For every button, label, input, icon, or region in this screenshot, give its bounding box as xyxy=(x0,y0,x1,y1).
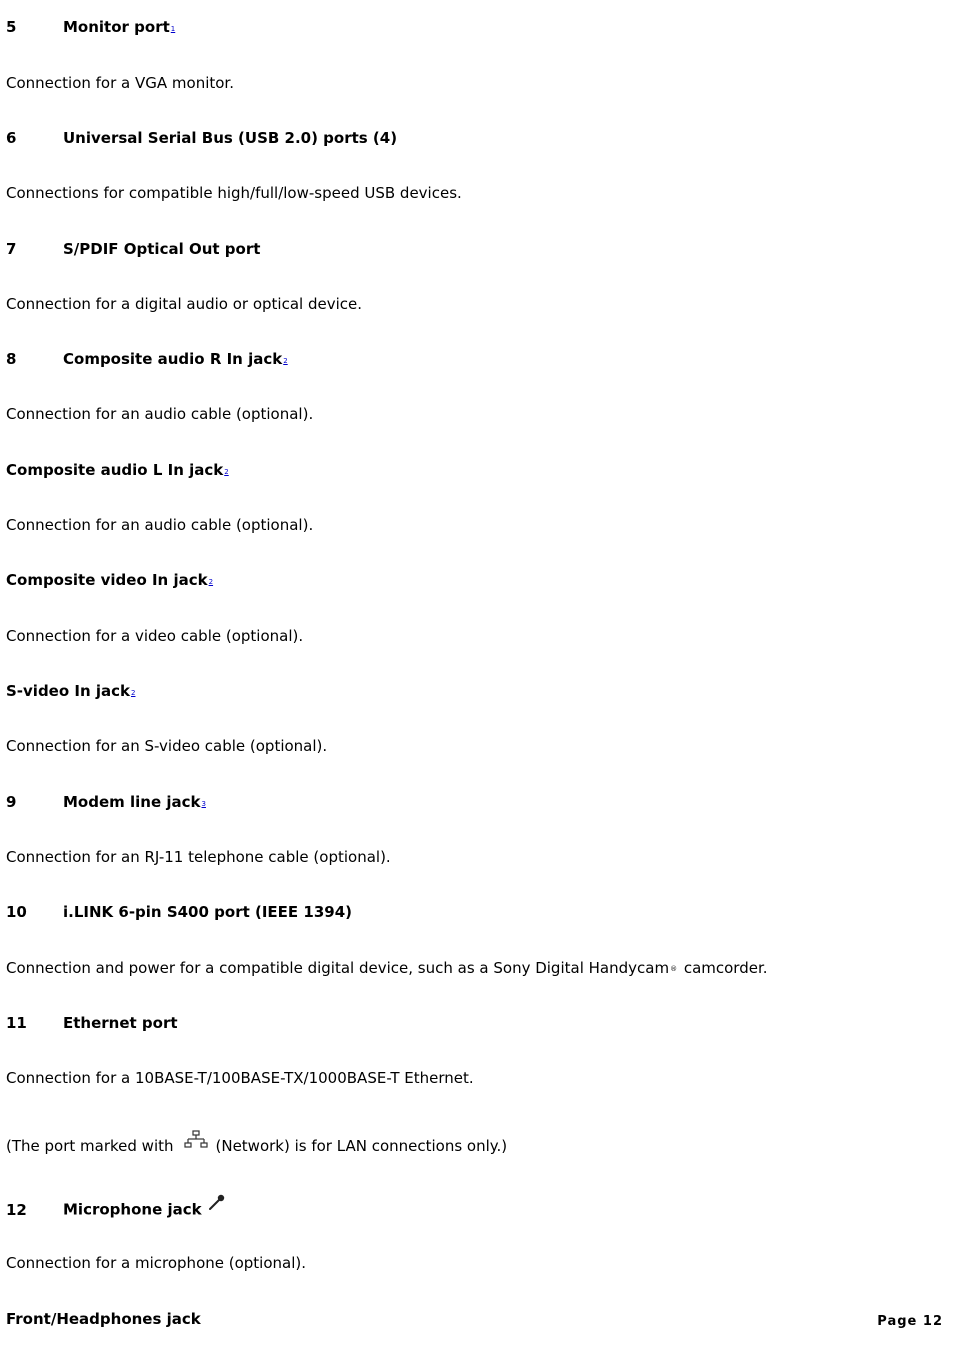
note-text: (Network) is for LAN connections only.) xyxy=(215,1137,508,1155)
footnote-link[interactable]: 2 xyxy=(224,468,229,476)
footnote-link[interactable]: 1 xyxy=(170,25,176,33)
section-svideo-description: Connection for an S-video cable (optional). xyxy=(6,737,328,755)
section-audio-l-heading xyxy=(6,461,229,482)
description-text: camcorder. xyxy=(679,959,768,977)
section-spdif-heading xyxy=(6,240,260,258)
section-number: 12 xyxy=(6,1200,27,1219)
section-usb-ports-heading xyxy=(6,129,397,147)
section-modem-heading xyxy=(6,793,206,814)
section-audio-l-description: Connection for an audio cable (optional). xyxy=(6,516,314,534)
section-headphones-heading xyxy=(6,1310,201,1328)
section-title: Composite video In jack xyxy=(6,571,208,589)
section-ethernet-description: Connection for a 10BASE-T/100BASE-TX/1000BASE-T Ethernet. xyxy=(6,1069,474,1087)
section-number: 11 xyxy=(6,1014,27,1032)
section-title: Microphone jack xyxy=(63,1200,202,1219)
footnote-link[interactable]: 2 xyxy=(283,357,288,365)
section-audio-r-description: Connection for an audio cable (optional). xyxy=(6,405,314,423)
section-composite-video-description: Connection for a video cable (optional). xyxy=(6,627,304,645)
section-ethernet-note xyxy=(6,1135,507,1158)
network-icon xyxy=(184,1130,208,1153)
section-composite-video-heading xyxy=(6,571,213,592)
section-number: 8 xyxy=(6,350,17,368)
section-title: Universal Serial Bus (USB 2.0) ports (4) xyxy=(63,129,398,147)
section-number: 6 xyxy=(6,129,17,147)
section-spdif-description: Connection for a digital audio or optical device. xyxy=(6,295,362,313)
description-text: Connection and power for a compatible digital device, such as a Sony Digital Handycam xyxy=(6,959,670,977)
section-microphone-heading xyxy=(6,1199,226,1221)
section-title: Front/Headphones jack xyxy=(6,1310,201,1328)
section-number: 7 xyxy=(6,240,17,258)
section-title: Monitor port xyxy=(63,18,170,36)
page-number: Page 12 xyxy=(877,1314,943,1329)
section-svideo-heading xyxy=(6,682,135,703)
section-title: Ethernet port xyxy=(63,1014,178,1032)
section-ethernet-heading xyxy=(6,1014,178,1032)
section-microphone-description: Connection for a microphone (optional). xyxy=(6,1254,307,1272)
footnote-link[interactable]: 2 xyxy=(131,689,136,697)
section-modem-description: Connection for an RJ-11 telephone cable (optional). xyxy=(6,848,391,866)
section-audio-r-heading xyxy=(6,350,288,371)
section-ilink-description xyxy=(6,959,768,980)
section-title: Composite audio L In jack xyxy=(6,461,224,479)
section-ilink-heading xyxy=(6,903,352,921)
footnote-link[interactable]: 3 xyxy=(201,800,206,808)
section-usb-ports-description: Connections for compatible high/full/low-speed USB devices. xyxy=(6,184,462,202)
microphone-icon xyxy=(208,1193,226,1215)
section-monitor-port-heading xyxy=(6,18,175,39)
section-title: i.LINK 6-pin S400 port (IEEE 1394) xyxy=(63,903,352,921)
section-title: S/PDIF Optical Out port xyxy=(63,240,261,258)
section-title: S-video In jack xyxy=(6,682,130,700)
footnote-link[interactable]: 2 xyxy=(208,578,214,586)
section-title: Modem line jack xyxy=(63,793,201,811)
section-title: Composite audio R In jack xyxy=(63,350,283,368)
note-text: (The port marked with xyxy=(6,1137,174,1155)
section-monitor-port-description: Connection for a VGA monitor. xyxy=(6,74,234,92)
section-number: 5 xyxy=(6,18,17,36)
registered-mark: ® xyxy=(670,965,678,973)
section-number: 10 xyxy=(6,903,27,921)
section-number: 9 xyxy=(6,793,17,811)
